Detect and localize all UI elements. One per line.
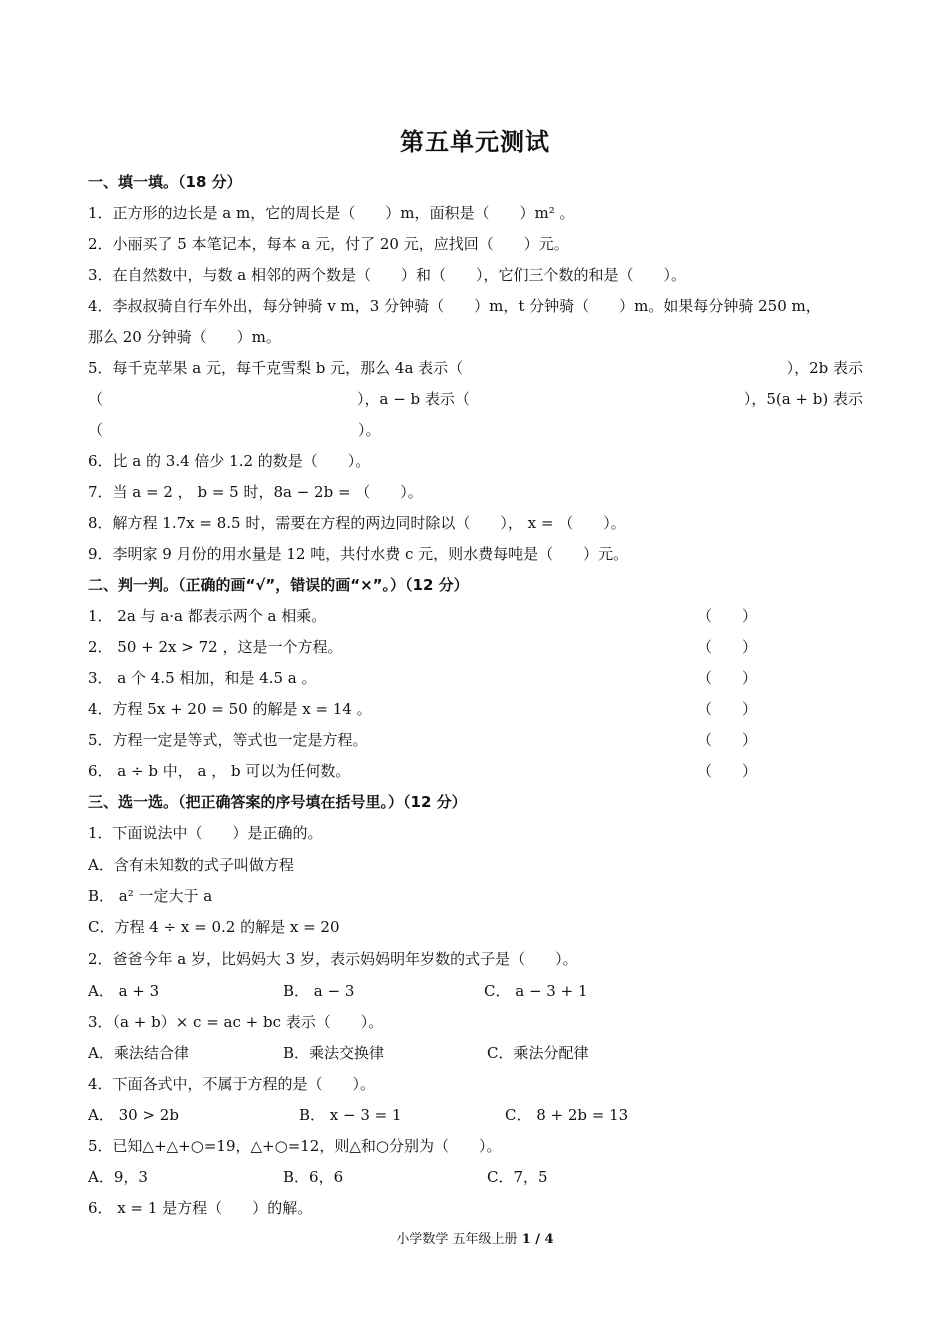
- s1-question-5-line2-right: ），5(a + b) 表示: [743, 390, 863, 408]
- s2-answer-paren-1: （ ）: [697, 607, 758, 625]
- section-3-heading: 三、选一选。（把正确答案的序号填在括号里。）（12 分）: [88, 793, 467, 811]
- s1-question-5-line2-mid: ），a − b 表示（: [357, 390, 470, 408]
- s3-q3-option-a: A．乘法结合律: [88, 1044, 189, 1062]
- s3-question-2: 2．爸爸今年 a 岁，比妈妈大 3 岁，表示妈妈明年岁数的式子是（ ）。: [88, 950, 578, 968]
- s1-question-6: 6．比 a 的 3.4 倍少 1.2 的数是（ ）。: [88, 452, 371, 470]
- s2-item-3: 3． a 个 4.5 相加，和是 4.5 a 。: [88, 669, 317, 687]
- s2-item-6: 6． a ÷ b 中， a ， b 可以为任何数。: [88, 762, 351, 780]
- s3-q1-option-c: C．方程 4 ÷ x = 0.2 的解是 x = 20: [88, 918, 340, 936]
- s3-q5-option-a: A．9，3: [88, 1168, 148, 1186]
- page-footer: [0, 1228, 950, 1247]
- s2-answer-paren-4: （ ）: [697, 700, 758, 718]
- s3-q1-option-a: A．含有未知数的式子叫做方程: [88, 856, 294, 874]
- page-number: 1 / 4: [521, 1232, 554, 1247]
- page-title: 第五单元测试: [400, 128, 550, 156]
- section-2-heading: 二、判一判。（正确的画“√”，错误的画“×”。）（12 分）: [88, 576, 469, 594]
- s3-q4-option-b: B． x − 3 = 1: [299, 1106, 402, 1124]
- s3-q3-option-c: C．乘法分配律: [487, 1044, 589, 1062]
- s2-answer-paren-2: （ ）: [697, 638, 758, 656]
- s3-question-6: 6． x = 1 是方程（ ）的解。: [88, 1199, 313, 1217]
- s3-q2-option-b: B． a − 3: [283, 982, 355, 1000]
- s2-answer-paren-3: （ ）: [697, 669, 758, 687]
- section-1-heading: 一、填一填。（18 分）: [88, 173, 242, 191]
- s3-q3-option-b: B．乘法交换律: [283, 1044, 385, 1062]
- s3-question-1: 1．下面说法中（ ）是正确的。: [88, 824, 323, 842]
- s2-answer-paren-5: （ ）: [697, 731, 758, 749]
- s1-question-5-line1-right: ），2b 表示: [786, 359, 863, 377]
- s1-question-4-line1: 4．李叔叔骑自行车外出，每分钟骑 v m，3 分钟骑（ ）m，t 分钟骑（ ）m。如果每分钟骑 250 m，: [88, 297, 821, 315]
- s1-question-7: 7．当 a = 2 ， b = 5 时，8a − 2b = （ ）。: [88, 483, 423, 501]
- s3-question-5: 5．已知△+△+○=19，△+○=12，则△和○分别为（ ）。: [88, 1137, 502, 1155]
- s1-question-5-line3: （ ）。: [88, 421, 381, 439]
- s1-question-5-line2-left: （: [88, 390, 104, 408]
- s1-question-5-line1-left: 5．每千克苹果 a 元，每千克雪梨 b 元，那么 4a 表示（: [88, 359, 464, 377]
- s2-answer-paren-6: （ ）: [697, 762, 758, 780]
- s3-q2-option-c: C． a − 3 + 1: [484, 982, 588, 1000]
- s2-item-5: 5．方程一定是等式，等式也一定是方程。: [88, 731, 368, 749]
- s1-question-2: 2．小丽买了 5 本笔记本，每本 a 元，付了 20 元，应找回（ ）元。: [88, 235, 569, 253]
- s3-question-4: 4．下面各式中，不属于方程的是（ ）。: [88, 1075, 376, 1093]
- s3-q4-option-a: A． 30 > 2b: [88, 1106, 179, 1124]
- s1-question-4-line2: 那么 20 分钟骑（ ）m。: [88, 328, 281, 346]
- s3-q1-option-b: B． a² 一定大于 a: [88, 887, 213, 905]
- s3-q5-option-b: B．6，6: [283, 1168, 344, 1186]
- s3-question-3: 3．（a + b）× c = ac + bc 表示（ ）。: [88, 1013, 384, 1031]
- s1-question-3: 3．在自然数中，与数 a 相邻的两个数是（ ）和（ ），它们三个数的和是（ ）。: [88, 266, 687, 284]
- s3-q5-option-c: C．7，5: [487, 1168, 548, 1186]
- s2-item-2: 2． 50 + 2x > 72 ，这是一个方程。: [88, 638, 343, 656]
- footer-text: 小学数学 五年级上册: [396, 1232, 522, 1247]
- s3-q2-option-a: A． a + 3: [88, 982, 160, 1000]
- s2-item-4: 4．方程 5x + 20 = 50 的解是 x = 14 。: [88, 700, 372, 718]
- s1-question-8: 8．解方程 1.7x = 8.5 时，需要在方程的两边同时除以（ ）， x = （ ）。: [88, 514, 626, 532]
- s1-question-1: 1．正方形的边长是 a m，它的周长是（ ）m，面积是（ ）m² 。: [88, 204, 575, 222]
- s3-q4-option-c: C． 8 + 2b = 13: [505, 1106, 629, 1124]
- s1-question-9: 9．李明家 9 月份的用水量是 12 吨，共付水费 c 元，则水费每吨是（ ）元。: [88, 545, 629, 563]
- s2-item-1: 1． 2a 与 a·a 都表示两个 a 相乘。: [88, 607, 327, 625]
